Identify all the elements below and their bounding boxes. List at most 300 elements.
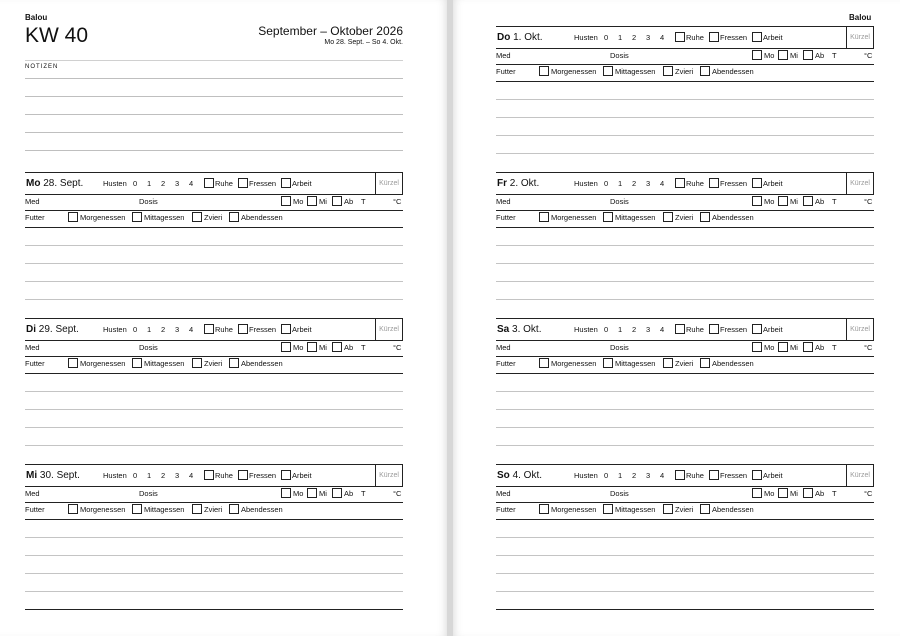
husten-1[interactable]: 1 xyxy=(147,471,152,480)
month-range: September – Oktober 2026 xyxy=(258,24,403,38)
futter-label: Futter xyxy=(496,359,516,368)
day-entry xyxy=(496,318,874,462)
mittagessen-label: Mittagessen xyxy=(615,505,656,514)
page-bottom-rule xyxy=(496,609,874,610)
celsius-unit: °C xyxy=(393,197,402,206)
husten-label: Husten xyxy=(103,179,127,188)
ab-label: Ab xyxy=(815,197,825,206)
note-line[interactable] xyxy=(496,573,874,574)
ruhe-label: Ruhe xyxy=(686,471,704,480)
husten-1[interactable]: 1 xyxy=(147,325,152,334)
husten-label: Husten xyxy=(103,325,127,334)
dog-name: Balou xyxy=(25,13,48,22)
notes-line xyxy=(25,96,403,97)
day-header-row xyxy=(496,26,874,49)
morgenessen-checkbox[interactable] xyxy=(539,358,549,368)
morgenessen-label: Morgenessen xyxy=(551,505,597,514)
arbeit-label: Arbeit xyxy=(763,33,783,42)
husten-3[interactable]: 3 xyxy=(646,179,651,188)
ruhe-checkbox[interactable] xyxy=(204,178,214,188)
mi-label: Mi xyxy=(319,197,327,206)
note-line[interactable] xyxy=(496,245,874,246)
morgenessen-checkbox[interactable] xyxy=(539,212,549,222)
note-line[interactable] xyxy=(25,537,403,538)
mittagessen-checkbox[interactable] xyxy=(132,504,142,514)
day-label xyxy=(497,32,543,43)
husten-label: Husten xyxy=(574,471,598,480)
mittagessen-checkbox[interactable] xyxy=(132,212,142,222)
dosis-label: Dosis xyxy=(610,343,629,352)
mi-label: Mi xyxy=(790,197,798,206)
med-row xyxy=(25,339,403,357)
ab-checkbox[interactable] xyxy=(803,488,813,498)
ab-checkbox[interactable] xyxy=(332,196,342,206)
day-header-row xyxy=(25,464,403,487)
celsius-unit: °C xyxy=(864,197,873,206)
med-row xyxy=(25,485,403,503)
zvieri-label: Zvieri xyxy=(204,213,223,222)
husten-0[interactable]: 0 xyxy=(604,325,609,334)
arbeit-label: Arbeit xyxy=(292,325,312,334)
kuerzel-field[interactable]: Kürzel xyxy=(846,26,874,48)
zvieri-checkbox[interactable] xyxy=(192,358,202,368)
mi-checkbox[interactable] xyxy=(307,488,317,498)
mittagessen-label: Mittagessen xyxy=(615,67,656,76)
morgenessen-label: Morgenessen xyxy=(80,359,126,368)
day-entry xyxy=(496,172,874,316)
mi-checkbox[interactable] xyxy=(778,50,788,60)
zvieri-checkbox[interactable] xyxy=(663,504,673,514)
morgenessen-label: Morgenessen xyxy=(551,213,597,222)
day-label xyxy=(26,178,83,189)
fressen-label: Fressen xyxy=(720,325,748,334)
morgenessen-checkbox[interactable] xyxy=(539,66,549,76)
day-date: 2. Okt. xyxy=(509,178,540,189)
zvieri-checkbox[interactable] xyxy=(663,358,673,368)
abendessen-label: Abendessen xyxy=(241,359,283,368)
mi-checkbox[interactable] xyxy=(778,342,788,352)
husten-4[interactable]: 4 xyxy=(660,325,665,334)
temperature-label: T xyxy=(361,343,366,352)
note-line[interactable] xyxy=(496,117,874,118)
mittagessen-label: Mittagessen xyxy=(144,213,185,222)
date-range: Mo 28. Sept. – So 4. Okt. xyxy=(324,39,403,46)
ruhe-checkbox[interactable] xyxy=(675,470,685,480)
ruhe-label: Ruhe xyxy=(686,33,704,42)
fressen-checkbox[interactable] xyxy=(709,178,719,188)
med-label: Med xyxy=(25,489,40,498)
dosis-label: Dosis xyxy=(610,51,629,60)
temperature-label: T xyxy=(832,343,837,352)
note-line[interactable] xyxy=(496,299,874,300)
fressen-label: Fressen xyxy=(720,33,748,42)
fressen-label: Fressen xyxy=(249,325,277,334)
mo-label: Mo xyxy=(764,197,775,206)
ruhe-checkbox[interactable] xyxy=(675,32,685,42)
note-line[interactable] xyxy=(25,409,403,410)
day-date: 29. Sept. xyxy=(38,324,79,335)
day-header-row xyxy=(496,172,874,195)
med-label: Med xyxy=(496,489,511,498)
kuerzel-field[interactable]: Kürzel xyxy=(846,464,874,486)
ab-checkbox[interactable] xyxy=(332,488,342,498)
ruhe-checkbox[interactable] xyxy=(204,470,214,480)
zvieri-checkbox[interactable] xyxy=(192,504,202,514)
husten-4[interactable]: 4 xyxy=(189,325,194,334)
day-date: 4. Okt. xyxy=(512,470,543,481)
husten-4[interactable]: 4 xyxy=(660,179,665,188)
ruhe-checkbox[interactable] xyxy=(675,324,685,334)
abendessen-checkbox[interactable] xyxy=(700,66,710,76)
arbeit-label: Arbeit xyxy=(292,179,312,188)
ab-checkbox[interactable] xyxy=(803,342,813,352)
arbeit-checkbox[interactable] xyxy=(281,178,291,188)
note-line[interactable] xyxy=(25,299,403,300)
abendessen-checkbox[interactable] xyxy=(229,358,239,368)
fressen-checkbox[interactable] xyxy=(709,470,719,480)
husten-1[interactable]: 1 xyxy=(147,179,152,188)
husten-2[interactable]: 2 xyxy=(161,325,166,334)
note-line[interactable] xyxy=(25,555,403,556)
ruhe-checkbox[interactable] xyxy=(204,324,214,334)
mo-checkbox[interactable] xyxy=(752,196,762,206)
husten-3[interactable]: 3 xyxy=(175,325,180,334)
day-abbr: Fr xyxy=(497,178,507,189)
husten-label: Husten xyxy=(574,325,598,334)
husten-2[interactable]: 2 xyxy=(632,33,637,42)
kuerzel-field[interactable]: Kürzel xyxy=(375,464,403,486)
futter-label: Futter xyxy=(25,359,45,368)
dosis-label: Dosis xyxy=(139,343,158,352)
mittagessen-checkbox[interactable] xyxy=(603,212,613,222)
celsius-unit: °C xyxy=(393,489,402,498)
husten-3[interactable]: 3 xyxy=(175,471,180,480)
husten-0[interactable]: 0 xyxy=(604,33,609,42)
notes-label: NOTIZEN xyxy=(25,64,59,70)
day-label xyxy=(497,178,539,189)
med-row xyxy=(496,47,874,65)
arbeit-label: Arbeit xyxy=(763,325,783,334)
day-label xyxy=(26,470,80,481)
med-label: Med xyxy=(496,343,511,352)
day-entry xyxy=(25,172,403,316)
day-header-row xyxy=(25,172,403,195)
day-date: 1. Okt. xyxy=(513,32,543,43)
zvieri-label: Zvieri xyxy=(204,359,223,368)
day-entry xyxy=(25,464,403,608)
note-line[interactable] xyxy=(496,99,874,100)
note-line[interactable] xyxy=(25,573,403,574)
futter-label: Futter xyxy=(496,505,516,514)
dog-name: Balou xyxy=(849,13,872,22)
ab-label: Ab xyxy=(815,51,825,60)
fressen-checkbox[interactable] xyxy=(238,470,248,480)
note-line[interactable] xyxy=(496,555,874,556)
husten-2[interactable]: 2 xyxy=(632,471,637,480)
ruhe-label: Ruhe xyxy=(215,179,233,188)
celsius-unit: °C xyxy=(393,343,402,352)
mittagessen-label: Mittagessen xyxy=(615,213,656,222)
arbeit-checkbox[interactable] xyxy=(281,470,291,480)
futter-row xyxy=(496,502,874,520)
husten-0[interactable]: 0 xyxy=(133,471,138,480)
temperature-label: T xyxy=(361,197,366,206)
mittagessen-checkbox[interactable] xyxy=(132,358,142,368)
day-header-row xyxy=(496,464,874,487)
mo-checkbox[interactable] xyxy=(281,196,291,206)
kuerzel-field[interactable]: Kürzel xyxy=(846,172,874,194)
note-line[interactable] xyxy=(25,263,403,264)
med-label: Med xyxy=(496,51,511,60)
dosis-label: Dosis xyxy=(139,489,158,498)
ruhe-checkbox[interactable] xyxy=(675,178,685,188)
mi-label: Mi xyxy=(319,489,327,498)
mo-label: Mo xyxy=(764,343,775,352)
husten-2[interactable]: 2 xyxy=(632,179,637,188)
note-line[interactable] xyxy=(496,281,874,282)
husten-2[interactable]: 2 xyxy=(632,325,637,334)
ab-label: Ab xyxy=(815,343,825,352)
note-line[interactable] xyxy=(25,427,403,428)
note-line[interactable] xyxy=(25,245,403,246)
husten-0[interactable]: 0 xyxy=(604,471,609,480)
dosis-label: Dosis xyxy=(610,197,629,206)
husten-0[interactable]: 0 xyxy=(133,179,138,188)
arbeit-checkbox[interactable] xyxy=(752,470,762,480)
day-header-row xyxy=(25,318,403,341)
day-date: 3. Okt. xyxy=(512,324,542,335)
morgenessen-checkbox[interactable] xyxy=(68,504,78,514)
day-date: 28. Sept. xyxy=(43,178,84,189)
futter-row xyxy=(496,210,874,228)
ab-label: Ab xyxy=(344,489,354,498)
med-row xyxy=(496,193,874,211)
arbeit-checkbox[interactable] xyxy=(752,324,762,334)
note-line[interactable] xyxy=(496,391,874,392)
week-number: KW 40 xyxy=(25,24,89,47)
morgenessen-checkbox[interactable] xyxy=(68,212,78,222)
kuerzel-field[interactable]: Kürzel xyxy=(375,318,403,340)
abendessen-label: Abendessen xyxy=(241,505,283,514)
note-line[interactable] xyxy=(496,135,874,136)
abendessen-label: Abendessen xyxy=(712,359,754,368)
husten-2[interactable]: 2 xyxy=(161,471,166,480)
mittagessen-checkbox[interactable] xyxy=(603,358,613,368)
arbeit-label: Arbeit xyxy=(763,179,783,188)
dosis-label: Dosis xyxy=(139,197,158,206)
futter-label: Futter xyxy=(496,213,516,222)
mo-checkbox[interactable] xyxy=(752,488,762,498)
arbeit-label: Arbeit xyxy=(763,471,783,480)
futter-label: Futter xyxy=(496,67,516,76)
notes-line xyxy=(25,78,403,79)
mittagessen-checkbox[interactable] xyxy=(603,66,613,76)
note-line[interactable] xyxy=(496,445,874,446)
abendessen-checkbox[interactable] xyxy=(229,504,239,514)
abendessen-checkbox[interactable] xyxy=(700,212,710,222)
abendessen-label: Abendessen xyxy=(712,213,754,222)
med-row xyxy=(25,193,403,211)
note-line[interactable] xyxy=(25,391,403,392)
note-line[interactable] xyxy=(25,591,403,592)
husten-4[interactable]: 4 xyxy=(660,471,665,480)
ab-checkbox[interactable] xyxy=(803,196,813,206)
morgenessen-label: Morgenessen xyxy=(80,505,126,514)
mo-checkbox[interactable] xyxy=(752,342,762,352)
mi-checkbox[interactable] xyxy=(307,196,317,206)
fressen-label: Fressen xyxy=(720,471,748,480)
futter-row xyxy=(25,210,403,228)
arbeit-label: Arbeit xyxy=(292,471,312,480)
abendessen-checkbox[interactable] xyxy=(700,504,710,514)
note-line[interactable] xyxy=(496,153,874,154)
ab-label: Ab xyxy=(344,197,354,206)
day-entry xyxy=(496,26,874,170)
note-line[interactable] xyxy=(496,537,874,538)
morgenessen-checkbox[interactable] xyxy=(68,358,78,368)
note-line[interactable] xyxy=(496,263,874,264)
husten-1[interactable]: 1 xyxy=(618,33,623,42)
fressen-label: Fressen xyxy=(249,471,277,480)
arbeit-checkbox[interactable] xyxy=(752,178,762,188)
note-line[interactable] xyxy=(25,281,403,282)
page-bottom-rule xyxy=(25,609,403,610)
ab-checkbox[interactable] xyxy=(332,342,342,352)
mo-label: Mo xyxy=(764,489,775,498)
mittagessen-label: Mittagessen xyxy=(615,359,656,368)
abendessen-checkbox[interactable] xyxy=(229,212,239,222)
note-line[interactable] xyxy=(496,409,874,410)
morgenessen-label: Morgenessen xyxy=(551,359,597,368)
notes-line xyxy=(25,114,403,115)
zvieri-label: Zvieri xyxy=(204,505,223,514)
mo-label: Mo xyxy=(764,51,775,60)
ab-checkbox[interactable] xyxy=(803,50,813,60)
mi-label: Mi xyxy=(319,343,327,352)
notes-line xyxy=(25,60,403,61)
mittagessen-checkbox[interactable] xyxy=(603,504,613,514)
ruhe-label: Ruhe xyxy=(686,179,704,188)
husten-0[interactable]: 0 xyxy=(133,325,138,334)
husten-3[interactable]: 3 xyxy=(646,33,651,42)
day-entry xyxy=(25,318,403,462)
day-abbr: So xyxy=(497,470,510,481)
husten-label: Husten xyxy=(574,179,598,188)
day-abbr: Mo xyxy=(26,178,41,189)
husten-label: Husten xyxy=(574,33,598,42)
day-entry xyxy=(496,464,874,608)
zvieri-label: Zvieri xyxy=(675,505,694,514)
day-header-row xyxy=(496,318,874,341)
abendessen-checkbox[interactable] xyxy=(700,358,710,368)
note-line[interactable] xyxy=(496,427,874,428)
husten-4[interactable]: 4 xyxy=(189,471,194,480)
mittagessen-label: Mittagessen xyxy=(144,505,185,514)
note-line[interactable] xyxy=(25,445,403,446)
mi-checkbox[interactable] xyxy=(307,342,317,352)
husten-4[interactable]: 4 xyxy=(189,179,194,188)
abendessen-label: Abendessen xyxy=(712,67,754,76)
husten-0[interactable]: 0 xyxy=(604,179,609,188)
husten-1[interactable]: 1 xyxy=(618,179,623,188)
morgenessen-checkbox[interactable] xyxy=(539,504,549,514)
husten-1[interactable]: 1 xyxy=(618,471,623,480)
husten-3[interactable]: 3 xyxy=(175,179,180,188)
temperature-label: T xyxy=(832,51,837,60)
note-line[interactable] xyxy=(496,591,874,592)
kuerzel-field[interactable]: Kürzel xyxy=(846,318,874,340)
mi-checkbox[interactable] xyxy=(778,196,788,206)
mo-label: Mo xyxy=(293,343,304,352)
husten-3[interactable]: 3 xyxy=(646,325,651,334)
right-page xyxy=(453,0,900,636)
mi-label: Mi xyxy=(790,343,798,352)
futter-row xyxy=(496,64,874,82)
zvieri-checkbox[interactable] xyxy=(663,66,673,76)
celsius-unit: °C xyxy=(864,51,873,60)
day-date: 30. Sept. xyxy=(39,470,80,481)
husten-label: Husten xyxy=(103,471,127,480)
fressen-label: Fressen xyxy=(249,179,277,188)
day-abbr: Do xyxy=(497,32,511,43)
kuerzel-field[interactable]: Kürzel xyxy=(375,172,403,194)
ruhe-label: Ruhe xyxy=(215,471,233,480)
temperature-label: T xyxy=(832,197,837,206)
mi-label: Mi xyxy=(790,51,798,60)
day-label xyxy=(497,324,541,335)
fressen-checkbox[interactable] xyxy=(238,178,248,188)
zvieri-checkbox[interactable] xyxy=(663,212,673,222)
mo-checkbox[interactable] xyxy=(752,50,762,60)
temperature-label: T xyxy=(832,489,837,498)
morgenessen-label: Morgenessen xyxy=(551,67,597,76)
mi-checkbox[interactable] xyxy=(778,488,788,498)
fressen-label: Fressen xyxy=(720,179,748,188)
futter-row xyxy=(25,356,403,374)
ruhe-label: Ruhe xyxy=(686,325,704,334)
mittagessen-label: Mittagessen xyxy=(144,359,185,368)
zvieri-label: Zvieri xyxy=(675,213,694,222)
med-label: Med xyxy=(25,343,40,352)
ab-label: Ab xyxy=(815,489,825,498)
husten-3[interactable]: 3 xyxy=(646,471,651,480)
husten-4[interactable]: 4 xyxy=(660,33,665,42)
futter-label: Futter xyxy=(25,213,45,222)
morgenessen-label: Morgenessen xyxy=(80,213,126,222)
zvieri-label: Zvieri xyxy=(675,67,694,76)
zvieri-label: Zvieri xyxy=(675,359,694,368)
mi-label: Mi xyxy=(790,489,798,498)
celsius-unit: °C xyxy=(864,343,873,352)
arbeit-checkbox[interactable] xyxy=(752,32,762,42)
mo-checkbox[interactable] xyxy=(281,488,291,498)
notes-line xyxy=(25,150,403,151)
day-abbr: Sa xyxy=(497,324,510,335)
fressen-checkbox[interactable] xyxy=(709,324,719,334)
husten-1[interactable]: 1 xyxy=(618,325,623,334)
fressen-checkbox[interactable] xyxy=(238,324,248,334)
med-row xyxy=(496,485,874,503)
med-label: Med xyxy=(496,197,511,206)
day-abbr: Mi xyxy=(26,470,38,481)
mo-checkbox[interactable] xyxy=(281,342,291,352)
left-page xyxy=(0,0,447,636)
zvieri-checkbox[interactable] xyxy=(192,212,202,222)
husten-2[interactable]: 2 xyxy=(161,179,166,188)
fressen-checkbox[interactable] xyxy=(709,32,719,42)
abendessen-label: Abendessen xyxy=(712,505,754,514)
arbeit-checkbox[interactable] xyxy=(281,324,291,334)
